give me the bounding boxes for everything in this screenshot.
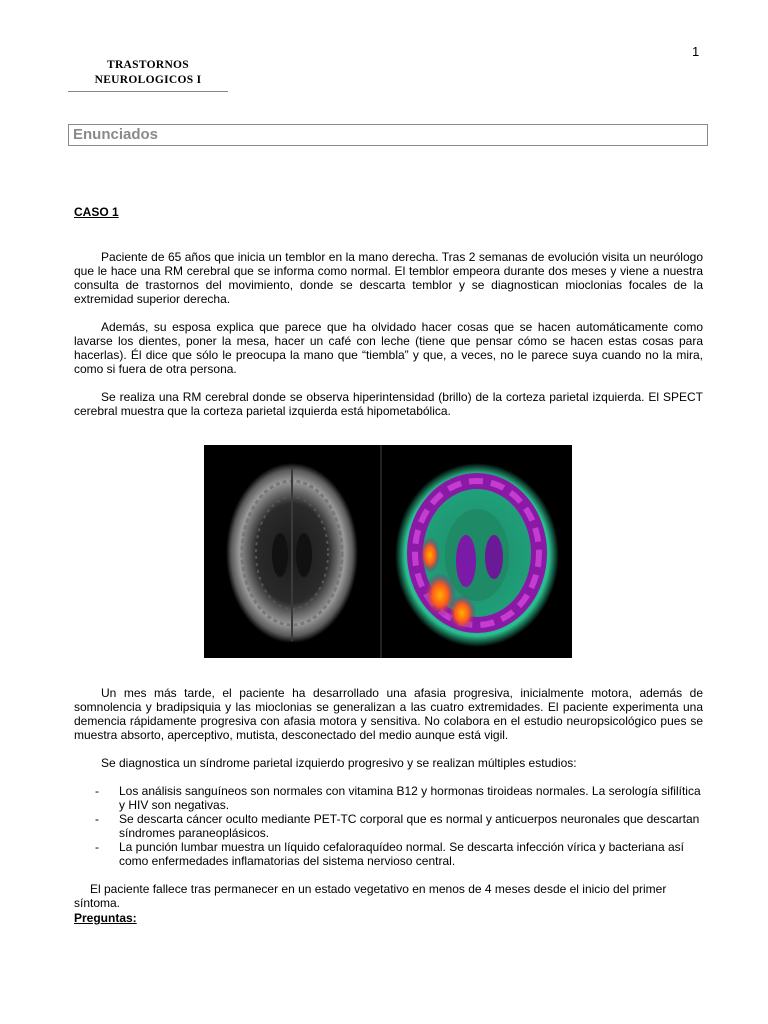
list-dash: - <box>95 840 99 854</box>
list-item-text: Se descarta cáncer oculto mediante PET-TC corporal que es normal y anticuerpos neuronales que descartan síndromes paraneoplásicos. <box>119 812 700 840</box>
paragraph-3: Se realiza una RM cerebral donde se observa hiperintensidad (brillo) de la corteza parietal izquierda. El SPECT cerebral muestra que la corteza parietal izquierda está hipometabólica. <box>74 390 703 418</box>
section-title: Enunciados <box>73 126 159 143</box>
final-paragraph: El paciente fallece tras permanecer en un estado vegetativo en menos de 4 meses desde el inicio del primer síntoma. <box>74 882 667 910</box>
list-dash: - <box>95 812 99 826</box>
brain-scan-image <box>204 445 572 658</box>
paragraph-1: Paciente de 65 años que inicia un temblor en la mano derecha. Tras 2 semanas de evolución visita un neurólogo que le hace una RM cerebral que se informa como normal. El temblor empeora durante dos meses y viene a nuestra consulta de trastornos del movimiento, donde se descarta temblor y se diagnostican mioclonias focales de la extremidad superior derecha. <box>74 250 703 306</box>
paragraph-2: Además, su esposa explica que parece que ha olvidado hacer cosas que se hacen automáticamente como lavarse los dientes, poner la mesa, hacer un café con leche (tiene que pensar cómo se hacen estas cosas para hacerlas). Él dice que sólo le preocupa la mano que “tiembla” y que, a veces, no le parece suya cuando no la mira, como si fuera de otra persona. <box>74 320 703 376</box>
case-title: CASO 1 <box>74 205 119 219</box>
page-number: 1 <box>692 44 700 59</box>
list-item <box>74 812 703 840</box>
list-item-text: Los análisis sanguíneos son normales con vitamina B12 y hormonas tiroideas normales. La serología sifilítica y HIV son negativas. <box>119 784 701 812</box>
header-line-2: NEUROLOGICOS I <box>94 74 202 86</box>
paragraph-4: Un mes más tarde, el paciente ha desarrollado una afasia progresiva, inicialmente motora, además de somnolencia y bradipsiquia y las mioclonias se generalizan a las cuatro extremidades. El paciente experimenta una demencia rápidamente progresiva con afasia motora y sensitiva. No colabora en el estudio neuropsicológico pues se muestra absorto, aperceptivo, mutista, desconectado del medio aunque está vigil. <box>74 686 703 742</box>
list-dash: - <box>95 784 99 798</box>
document-header <box>68 58 228 88</box>
list-item <box>74 840 703 868</box>
brain-scan-figure <box>204 445 572 658</box>
studies-list <box>74 784 703 868</box>
header-line-1: TRASTORNOS <box>106 59 190 71</box>
questions-heading: Preguntas: <box>74 911 137 925</box>
header-divider <box>68 91 228 92</box>
paragraph-5: Se diagnostica un síndrome parietal izquierdo progresivo y se realizan múltiples estudios: <box>101 756 577 770</box>
section-box <box>68 124 708 146</box>
list-item <box>74 784 703 812</box>
list-item-text: La punción lumbar muestra un líquido cefaloraquídeo normal. Se descarta infección vírica y bacteriana así como enfermedades inflamatorias del sistema nervioso central. <box>119 840 684 868</box>
